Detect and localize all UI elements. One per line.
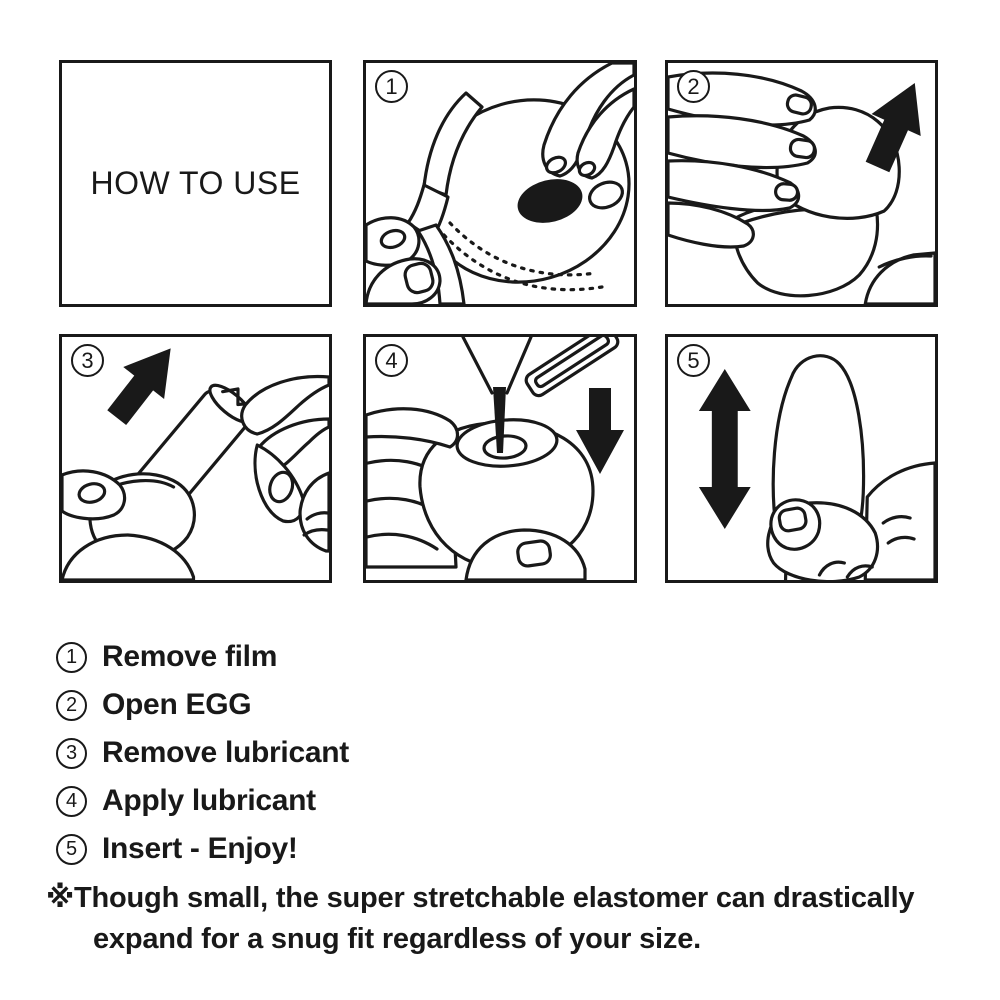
step-1-badge: 1	[375, 70, 408, 103]
step-5-label: Insert - Enjoy!	[102, 832, 298, 865]
step-2-badge: 2	[677, 70, 710, 103]
step-2-marker: 2	[56, 690, 87, 721]
step-item-1	[56, 640, 349, 674]
step-5-marker: 5	[56, 834, 87, 865]
panel-step-5	[665, 334, 938, 583]
insert-enjoy-illustration	[668, 337, 935, 580]
remove-lubricant-illustration	[62, 337, 329, 580]
steps-list	[56, 640, 349, 880]
step-1-label: Remove film	[102, 640, 278, 673]
panel-step-3	[59, 334, 332, 583]
step-4-label: Apply lubricant	[102, 784, 316, 817]
step-item-5	[56, 832, 349, 866]
step-5-badge: 5	[677, 344, 710, 377]
panel-title	[59, 60, 332, 307]
remove-film-illustration	[366, 63, 634, 304]
apply-lubricant-illustration	[366, 337, 634, 580]
footnote-text-1: Though small, the super stretchable elastomer can drastically	[74, 882, 915, 914]
page-title: HOW TO USE	[90, 165, 301, 201]
footnote-line-2: expand for a snug fit regardless of your size.	[93, 923, 701, 955]
footnote	[46, 877, 914, 960]
step-item-3	[56, 736, 349, 770]
panel-step-1	[363, 60, 637, 307]
step-3-marker: 3	[56, 738, 87, 769]
step-2-label: Open EGG	[102, 688, 252, 721]
step-3-badge: 3	[71, 344, 104, 377]
open-egg-illustration	[668, 63, 935, 304]
step-4-badge: 4	[375, 344, 408, 377]
panel-step-4	[363, 334, 637, 583]
footnote-line-1	[46, 877, 914, 919]
step-4-marker: 4	[56, 786, 87, 817]
step-item-4	[56, 784, 349, 818]
reference-mark: ※	[46, 880, 74, 914]
step-item-2	[56, 688, 349, 722]
panel-step-2	[665, 60, 938, 307]
step-3-label: Remove lubricant	[102, 736, 349, 769]
step-1-marker: 1	[56, 642, 87, 673]
